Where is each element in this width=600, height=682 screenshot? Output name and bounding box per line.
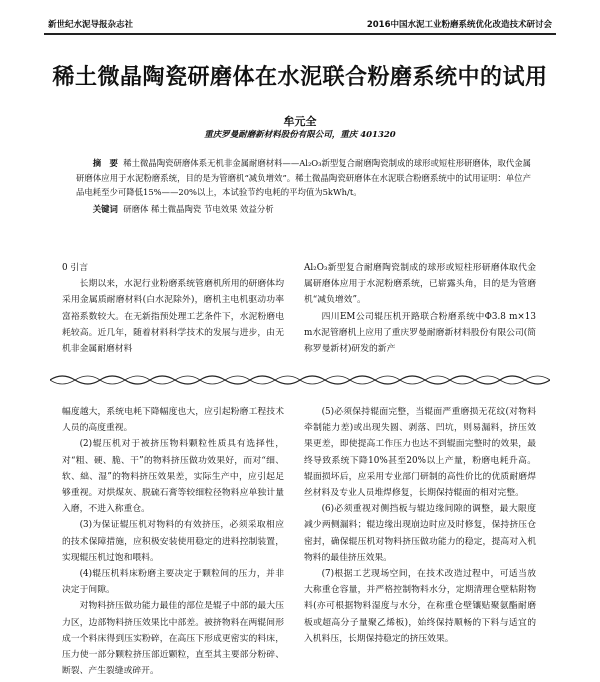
paragraph: 对物料挤压做功能力最佳的部位是辊子中部的最大压力区，边部物料挤压效果比中部差。被挤物料在两辊间形成一个料床得到压实粉碎，在高压下形成更密实的料床，压力使一部分颗粒挤压部近颗粒，直至其主要部分粉碎、断裂、产生裂缝或碎开。 [62, 601, 284, 677]
abstract-label: 摘 要 [92, 158, 118, 168]
paragraph: Al₂O₃新型复合耐磨陶瓷制成的球形或短柱形研磨体取代金属研磨体应用于水泥粉磨系统，已崭露头角，目的是为管磨机“减负增效”。 [304, 263, 536, 306]
column-left-top [62, 260, 284, 357]
author: 牟元全 [283, 115, 317, 128]
paragraph: 四川EM公司辊压机开路联合粉磨系统中Φ3.8 m×13 m水泥管磨机上应用了重庆罗曼耐磨新材料股份有限公司(简称罗曼新材)研发的新产 [304, 311, 536, 355]
header-conference: 2016中国水泥工业粉磨系统优化改造技术研讨会 [366, 20, 552, 30]
column-right-bottom [304, 404, 536, 647]
header-rule [44, 33, 556, 35]
paper-title: 稀土微晶陶瓷研磨体在水泥联合粉磨系统中的试用 [52, 64, 548, 90]
abstract [76, 156, 531, 200]
paragraph: 幅度越大，系统电耗下降幅度也大，应引起粉磨工程技术人员的高度重视。 [62, 407, 284, 434]
paragraph: (3)为保证辊压机对物料的有效挤压，必须采取相应的技术保障措施，应积极安装使用稳定的进料控制装置，实现辊压机过饱和喂料。 [62, 520, 284, 563]
abstract-text: 稀土微晶陶瓷研磨体系无机非金属耐磨材料——Al₂O₃新型复合耐磨陶瓷制成的球形或短柱形研磨体，取代金属研磨体应用于水泥粉磨系统，目的是为管磨机“减负增效”。稀土微晶陶瓷研磨体在水泥联合粉磨系统中的试用证明：单位产品电耗至少可降低15%——20%以上，本试验节约电耗的平均值为5kWh/t。 [76, 158, 532, 197]
keywords-label: 关键词 [92, 204, 118, 214]
keywords-text: 研磨体 稀土微晶陶瓷 节电效果 效益分析 [123, 204, 274, 214]
ornamental-divider [50, 370, 550, 390]
keywords [76, 202, 531, 216]
column-left-bottom [62, 404, 284, 679]
paragraph: (4)辊压机料床粉磨主要决定于颗粒间的压力，并非决定于间隙。 [62, 569, 284, 596]
paragraph: (6)必须重视对侧挡板与辊边缘间隙的调整，最大限度减少两侧漏料；辊边缘出现崩边时应及时修复，保持挤压仓密封，确保辊压机对物料挤压做功能力的稳定，提高对入机物料的最佳挤压效果。 [304, 504, 536, 563]
paragraph: (7)根据工艺现场空间，在技术改造过程中，可适当放大称重仓容量，并严格控制物料水分，定期清理仓壁粘附物料(亦可根据物料湿度与水分，在称重仓壁镶贴聚氨酯耐磨板或超高分子量聚乙烯板)，始终保持顺畅的下料与适宜的入机料压，长期保持稳定的挤压效果。 [304, 569, 536, 644]
affiliation: 重庆罗曼耐磨新材料股份有限公司，重庆 401320 [204, 130, 396, 140]
paragraph: (2)辊压机对于被挤压物料颗粒性质具有选择性，对“粗、硬、脆、干”的物料挤压做功效果好，而对“细、软、絀、湿”的物料挤压效果差，实际生产中，应引起足够重视。对烘煤灰、脱硫石膏等较细粒径物料应单独计量入磨，不进入称重仓。 [62, 439, 284, 515]
paragraph: (5)必须保持辊面完整，当辊面严重磨损无花纹(对物料牵制能力差)或出现失圆、剥落、凹坑，则易漏料，挤压效果更差，即使提高工作压力也达不到辊面完整时的效果，最终导致系统下降10%甚至20%以上产量，粉磨电耗升高。辊面损坏后，应采用专业部门研制的高性价比的优质耐磨焊丝材料及专业人员堆焊修复，长期保持辊面的相对完整。 [304, 407, 536, 499]
paragraph: 长期以来，水泥行业粉磨系统管磨机所用的研磨体均采用金属质耐磨材料(白水泥除外)，磨机主电机驱动功率富裕系数较大。在无新指预处理工艺条件下，水泥粉磨电耗较高。近几年，随着材料科学技术的发展与进步，由无机非金属耐磨材料 [62, 279, 284, 355]
header-journal: 新世纪水泥导报杂志社 [48, 20, 134, 30]
section-heading: 0 引言 [62, 263, 88, 273]
column-right-top [304, 260, 536, 357]
